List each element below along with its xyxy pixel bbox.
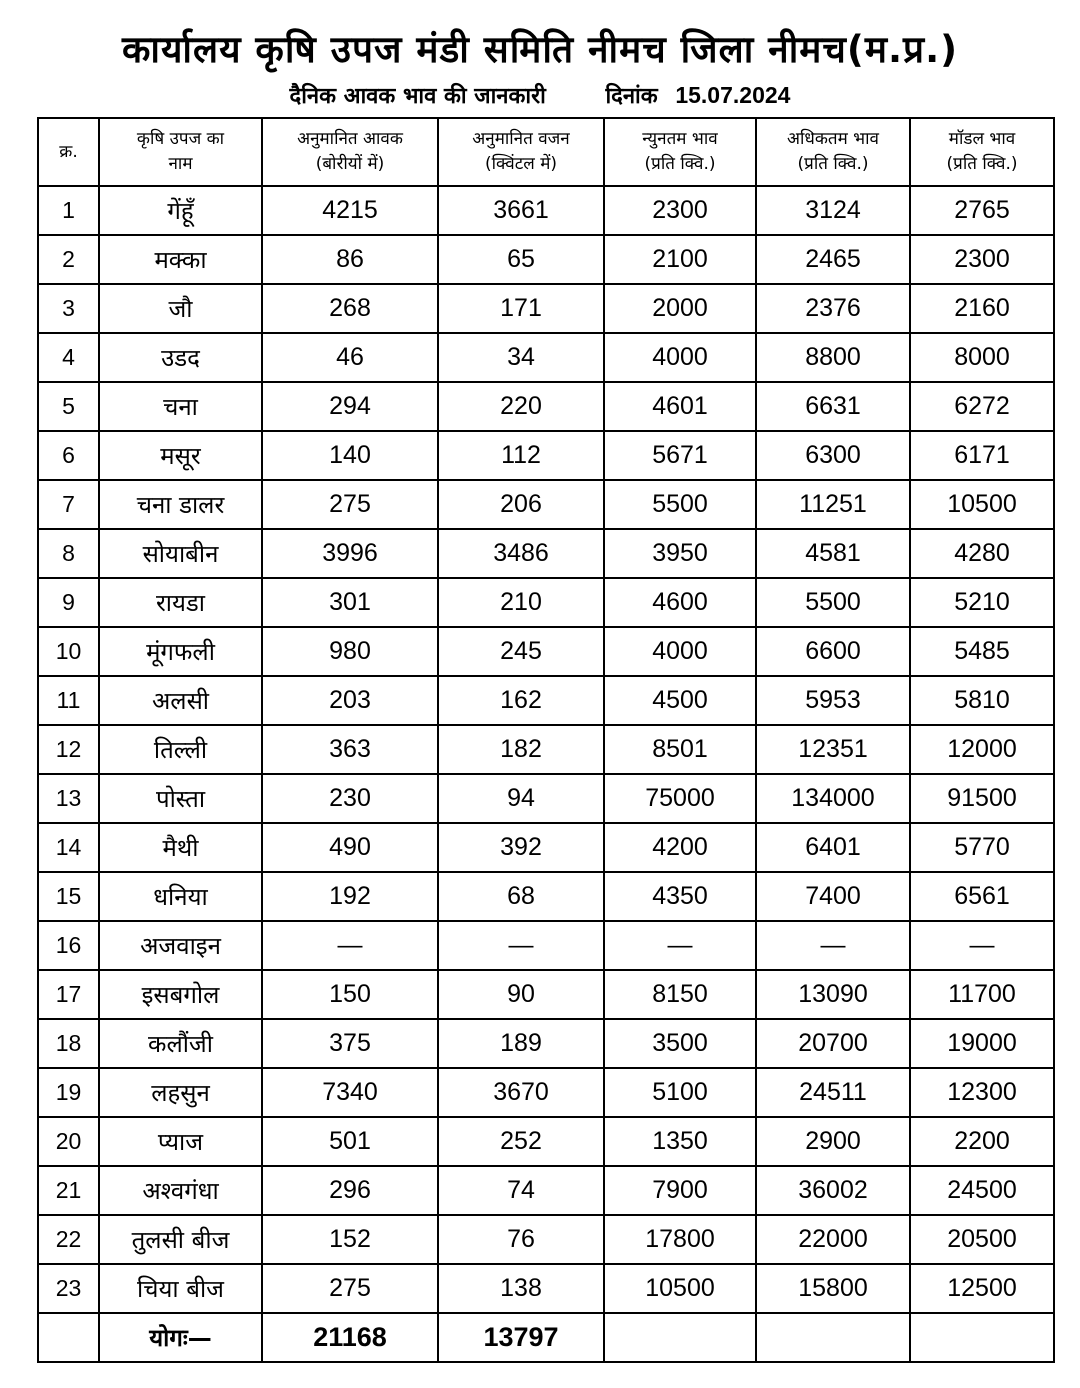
min-price-cell: 7900 xyxy=(604,1166,756,1215)
min-price-cell: 2300 xyxy=(604,186,756,235)
weight-quintal-cell: 74 xyxy=(438,1166,604,1215)
weight-quintal-cell: 171 xyxy=(438,284,604,333)
weight-quintal-cell: 3670 xyxy=(438,1068,604,1117)
serial-cell: 10 xyxy=(38,627,99,676)
table-row xyxy=(38,480,1054,529)
crop-name-cell: मैथी xyxy=(99,823,262,872)
crop-name-cell: मक्का xyxy=(99,235,262,284)
serial-cell: 5 xyxy=(38,382,99,431)
min-price-cell: — xyxy=(604,921,756,970)
table-row xyxy=(38,578,1054,627)
crop-name-cell: गेंहूँ xyxy=(99,186,262,235)
max-price-cell: 8800 xyxy=(756,333,910,382)
min-price-cell: 4350 xyxy=(604,872,756,921)
min-price-cell: 4600 xyxy=(604,578,756,627)
max-price-cell: 5500 xyxy=(756,578,910,627)
serial-cell: 3 xyxy=(38,284,99,333)
serial-cell: 12 xyxy=(38,725,99,774)
max-price-cell: 20700 xyxy=(756,1019,910,1068)
crop-name-cell: इसबगोल xyxy=(99,970,262,1019)
table-row xyxy=(38,970,1054,1019)
table-header-row xyxy=(38,118,1054,186)
table-row xyxy=(38,431,1054,480)
arrival-bags-cell: 375 xyxy=(262,1019,438,1068)
min-price-cell: 17800 xyxy=(604,1215,756,1264)
weight-quintal-cell: 210 xyxy=(438,578,604,627)
col-header-weight: अनुमानित वजन (क्विंटल में) xyxy=(438,118,604,186)
table-row xyxy=(38,676,1054,725)
min-price-cell: 75000 xyxy=(604,774,756,823)
serial-cell: 17 xyxy=(38,970,99,1019)
table-row xyxy=(38,872,1054,921)
table-row xyxy=(38,725,1054,774)
model-price-cell: 2200 xyxy=(910,1117,1054,1166)
arrival-bags-cell: 363 xyxy=(262,725,438,774)
max-price-cell: 7400 xyxy=(756,872,910,921)
max-price-cell: 24511 xyxy=(756,1068,910,1117)
model-price-cell: 8000 xyxy=(910,333,1054,382)
weight-quintal-cell: 65 xyxy=(438,235,604,284)
min-price-cell: 4500 xyxy=(604,676,756,725)
arrival-bags-cell: 4215 xyxy=(262,186,438,235)
crop-name-cell: मूंगफली xyxy=(99,627,262,676)
table-row xyxy=(38,333,1054,382)
subtitle-text: दैनिक आवक भाव की जानकारी xyxy=(289,84,546,109)
weight-quintal-cell: 245 xyxy=(438,627,604,676)
weight-quintal-cell: 94 xyxy=(438,774,604,823)
arrival-bags-cell: 275 xyxy=(262,1264,438,1313)
crop-name-cell: चना डालर xyxy=(99,480,262,529)
serial-cell: 19 xyxy=(38,1068,99,1117)
max-price-cell: — xyxy=(756,921,910,970)
max-price-cell: 3124 xyxy=(756,186,910,235)
table-row xyxy=(38,284,1054,333)
arrival-bags-cell: 46 xyxy=(262,333,438,382)
crop-name-cell: उडद xyxy=(99,333,262,382)
model-price-cell: 5770 xyxy=(910,823,1054,872)
crop-name-cell: मसूर xyxy=(99,431,262,480)
model-price-cell: 2160 xyxy=(910,284,1054,333)
model-price-cell: 6171 xyxy=(910,431,1054,480)
model-price-cell: 12500 xyxy=(910,1264,1054,1313)
table-row xyxy=(38,186,1054,235)
serial-cell: 21 xyxy=(38,1166,99,1215)
col-header-arrival: अनुमानित आवक (बोरीयों में) xyxy=(262,118,438,186)
total-weight: 13797 xyxy=(438,1313,604,1362)
page-subtitle xyxy=(0,80,1080,110)
model-price-cell: 2765 xyxy=(910,186,1054,235)
max-price-cell: 22000 xyxy=(756,1215,910,1264)
date-label: दिनांक xyxy=(605,84,658,109)
crop-name-cell: तिल्ली xyxy=(99,725,262,774)
arrival-bags-cell: 152 xyxy=(262,1215,438,1264)
max-price-cell: 15800 xyxy=(756,1264,910,1313)
col-header-min-price: न्युनतम भाव (प्रति क्वि.) xyxy=(604,118,756,186)
crop-name-cell: तुलसी बीज xyxy=(99,1215,262,1264)
min-price-cell: 4200 xyxy=(604,823,756,872)
weight-quintal-cell: 112 xyxy=(438,431,604,480)
arrival-bags-cell: 301 xyxy=(262,578,438,627)
table-row xyxy=(38,1215,1054,1264)
arrival-bags-cell: 501 xyxy=(262,1117,438,1166)
total-empty-cell xyxy=(910,1313,1054,1362)
model-price-cell: 5485 xyxy=(910,627,1054,676)
crop-name-cell: सोयाबीन xyxy=(99,529,262,578)
max-price-cell: 13090 xyxy=(756,970,910,1019)
serial-cell: 20 xyxy=(38,1117,99,1166)
crop-name-cell: चिया बीज xyxy=(99,1264,262,1313)
arrival-bags-cell: 150 xyxy=(262,970,438,1019)
total-empty-cell xyxy=(756,1313,910,1362)
max-price-cell: 36002 xyxy=(756,1166,910,1215)
crop-name-cell: प्याज xyxy=(99,1117,262,1166)
max-price-cell: 5953 xyxy=(756,676,910,725)
serial-cell: 7 xyxy=(38,480,99,529)
crop-name-cell: लहसुन xyxy=(99,1068,262,1117)
table-row xyxy=(38,1166,1054,1215)
max-price-cell: 11251 xyxy=(756,480,910,529)
serial-cell: 2 xyxy=(38,235,99,284)
total-empty-cell xyxy=(604,1313,756,1362)
serial-cell: 16 xyxy=(38,921,99,970)
max-price-cell: 6300 xyxy=(756,431,910,480)
serial-cell: 22 xyxy=(38,1215,99,1264)
table-row xyxy=(38,1264,1054,1313)
crop-name-cell: धनिया xyxy=(99,872,262,921)
weight-quintal-cell: 252 xyxy=(438,1117,604,1166)
table-row xyxy=(38,235,1054,284)
table-row xyxy=(38,921,1054,970)
serial-cell: 18 xyxy=(38,1019,99,1068)
model-price-cell: 10500 xyxy=(910,480,1054,529)
crop-name-cell: अलसी xyxy=(99,676,262,725)
serial-cell: 4 xyxy=(38,333,99,382)
col-header-crop: कृषि उपज का नाम xyxy=(99,118,262,186)
max-price-cell: 134000 xyxy=(756,774,910,823)
arrival-bags-cell: 192 xyxy=(262,872,438,921)
table-row xyxy=(38,382,1054,431)
serial-cell: 11 xyxy=(38,676,99,725)
model-price-cell: 20500 xyxy=(910,1215,1054,1264)
table-row xyxy=(38,774,1054,823)
weight-quintal-cell: 182 xyxy=(438,725,604,774)
max-price-cell: 6600 xyxy=(756,627,910,676)
crop-name-cell: रायडा xyxy=(99,578,262,627)
min-price-cell: 8501 xyxy=(604,725,756,774)
serial-cell: 9 xyxy=(38,578,99,627)
max-price-cell: 2900 xyxy=(756,1117,910,1166)
report-date: 15.07.2024 xyxy=(675,82,791,108)
arrival-bags-cell: 980 xyxy=(262,627,438,676)
max-price-cell: 4581 xyxy=(756,529,910,578)
arrival-bags-cell: 203 xyxy=(262,676,438,725)
table-row xyxy=(38,823,1054,872)
col-header-max-price: अधिकतम भाव (प्रति क्वि.) xyxy=(756,118,910,186)
arrival-bags-cell: 296 xyxy=(262,1166,438,1215)
min-price-cell: 5500 xyxy=(604,480,756,529)
total-empty-cell xyxy=(38,1313,99,1362)
serial-cell: 8 xyxy=(38,529,99,578)
crop-name-cell: जौ xyxy=(99,284,262,333)
min-price-cell: 8150 xyxy=(604,970,756,1019)
max-price-cell: 12351 xyxy=(756,725,910,774)
total-label: योगः— xyxy=(99,1313,262,1362)
model-price-cell: 91500 xyxy=(910,774,1054,823)
serial-cell: 13 xyxy=(38,774,99,823)
model-price-cell: 5210 xyxy=(910,578,1054,627)
weight-quintal-cell: 392 xyxy=(438,823,604,872)
min-price-cell: 10500 xyxy=(604,1264,756,1313)
arrival-bags-cell: 7340 xyxy=(262,1068,438,1117)
min-price-cell: 5100 xyxy=(604,1068,756,1117)
model-price-cell: 6561 xyxy=(910,872,1054,921)
model-price-cell: 4280 xyxy=(910,529,1054,578)
max-price-cell: 6401 xyxy=(756,823,910,872)
model-price-cell: 11700 xyxy=(910,970,1054,1019)
table-row xyxy=(38,1068,1054,1117)
min-price-cell: 3950 xyxy=(604,529,756,578)
arrival-bags-cell: 86 xyxy=(262,235,438,284)
crop-name-cell: अश्वगंधा xyxy=(99,1166,262,1215)
min-price-cell: 2000 xyxy=(604,284,756,333)
arrival-bags-cell: 490 xyxy=(262,823,438,872)
serial-cell: 1 xyxy=(38,186,99,235)
min-price-cell: 1350 xyxy=(604,1117,756,1166)
col-header-model-price: मॉडल भाव (प्रति क्वि.) xyxy=(910,118,1054,186)
weight-quintal-cell: 189 xyxy=(438,1019,604,1068)
arrival-bags-cell: 268 xyxy=(262,284,438,333)
min-price-cell: 4601 xyxy=(604,382,756,431)
model-price-cell: 12000 xyxy=(910,725,1054,774)
col-header-serial: क्र. xyxy=(38,118,99,186)
weight-quintal-cell: — xyxy=(438,921,604,970)
arrival-bags-cell: 294 xyxy=(262,382,438,431)
mandi-rates-table xyxy=(37,117,1055,1363)
max-price-cell: 6631 xyxy=(756,382,910,431)
weight-quintal-cell: 76 xyxy=(438,1215,604,1264)
min-price-cell: 2100 xyxy=(604,235,756,284)
weight-quintal-cell: 220 xyxy=(438,382,604,431)
weight-quintal-cell: 34 xyxy=(438,333,604,382)
min-price-cell: 4000 xyxy=(604,333,756,382)
arrival-bags-cell: 230 xyxy=(262,774,438,823)
weight-quintal-cell: 90 xyxy=(438,970,604,1019)
weight-quintal-cell: 162 xyxy=(438,676,604,725)
table-row xyxy=(38,627,1054,676)
min-price-cell: 3500 xyxy=(604,1019,756,1068)
model-price-cell: 12300 xyxy=(910,1068,1054,1117)
model-price-cell: 24500 xyxy=(910,1166,1054,1215)
table-row xyxy=(38,1117,1054,1166)
crop-name-cell: कलौंजी xyxy=(99,1019,262,1068)
serial-cell: 23 xyxy=(38,1264,99,1313)
crop-name-cell: अजवाइन xyxy=(99,921,262,970)
arrival-bags-cell: 140 xyxy=(262,431,438,480)
table-row xyxy=(38,529,1054,578)
min-price-cell: 4000 xyxy=(604,627,756,676)
total-row xyxy=(38,1313,1054,1362)
weight-quintal-cell: 68 xyxy=(438,872,604,921)
max-price-cell: 2465 xyxy=(756,235,910,284)
model-price-cell: 19000 xyxy=(910,1019,1054,1068)
max-price-cell: 2376 xyxy=(756,284,910,333)
arrival-bags-cell: 275 xyxy=(262,480,438,529)
page-title: कार्यालय कृषि उपज मंडी समिति नीमच जिला नीमच(म.प्र.) xyxy=(121,28,959,71)
model-price-cell: — xyxy=(910,921,1054,970)
model-price-cell: 2300 xyxy=(910,235,1054,284)
serial-cell: 15 xyxy=(38,872,99,921)
serial-cell: 14 xyxy=(38,823,99,872)
crop-name-cell: चना xyxy=(99,382,262,431)
arrival-bags-cell: — xyxy=(262,921,438,970)
weight-quintal-cell: 138 xyxy=(438,1264,604,1313)
total-bags: 21168 xyxy=(262,1313,438,1362)
table-row xyxy=(38,1019,1054,1068)
model-price-cell: 5810 xyxy=(910,676,1054,725)
weight-quintal-cell: 3486 xyxy=(438,529,604,578)
weight-quintal-cell: 206 xyxy=(438,480,604,529)
crop-name-cell: पोस्ता xyxy=(99,774,262,823)
model-price-cell: 6272 xyxy=(910,382,1054,431)
weight-quintal-cell: 3661 xyxy=(438,186,604,235)
serial-cell: 6 xyxy=(38,431,99,480)
arrival-bags-cell: 3996 xyxy=(262,529,438,578)
min-price-cell: 5671 xyxy=(604,431,756,480)
